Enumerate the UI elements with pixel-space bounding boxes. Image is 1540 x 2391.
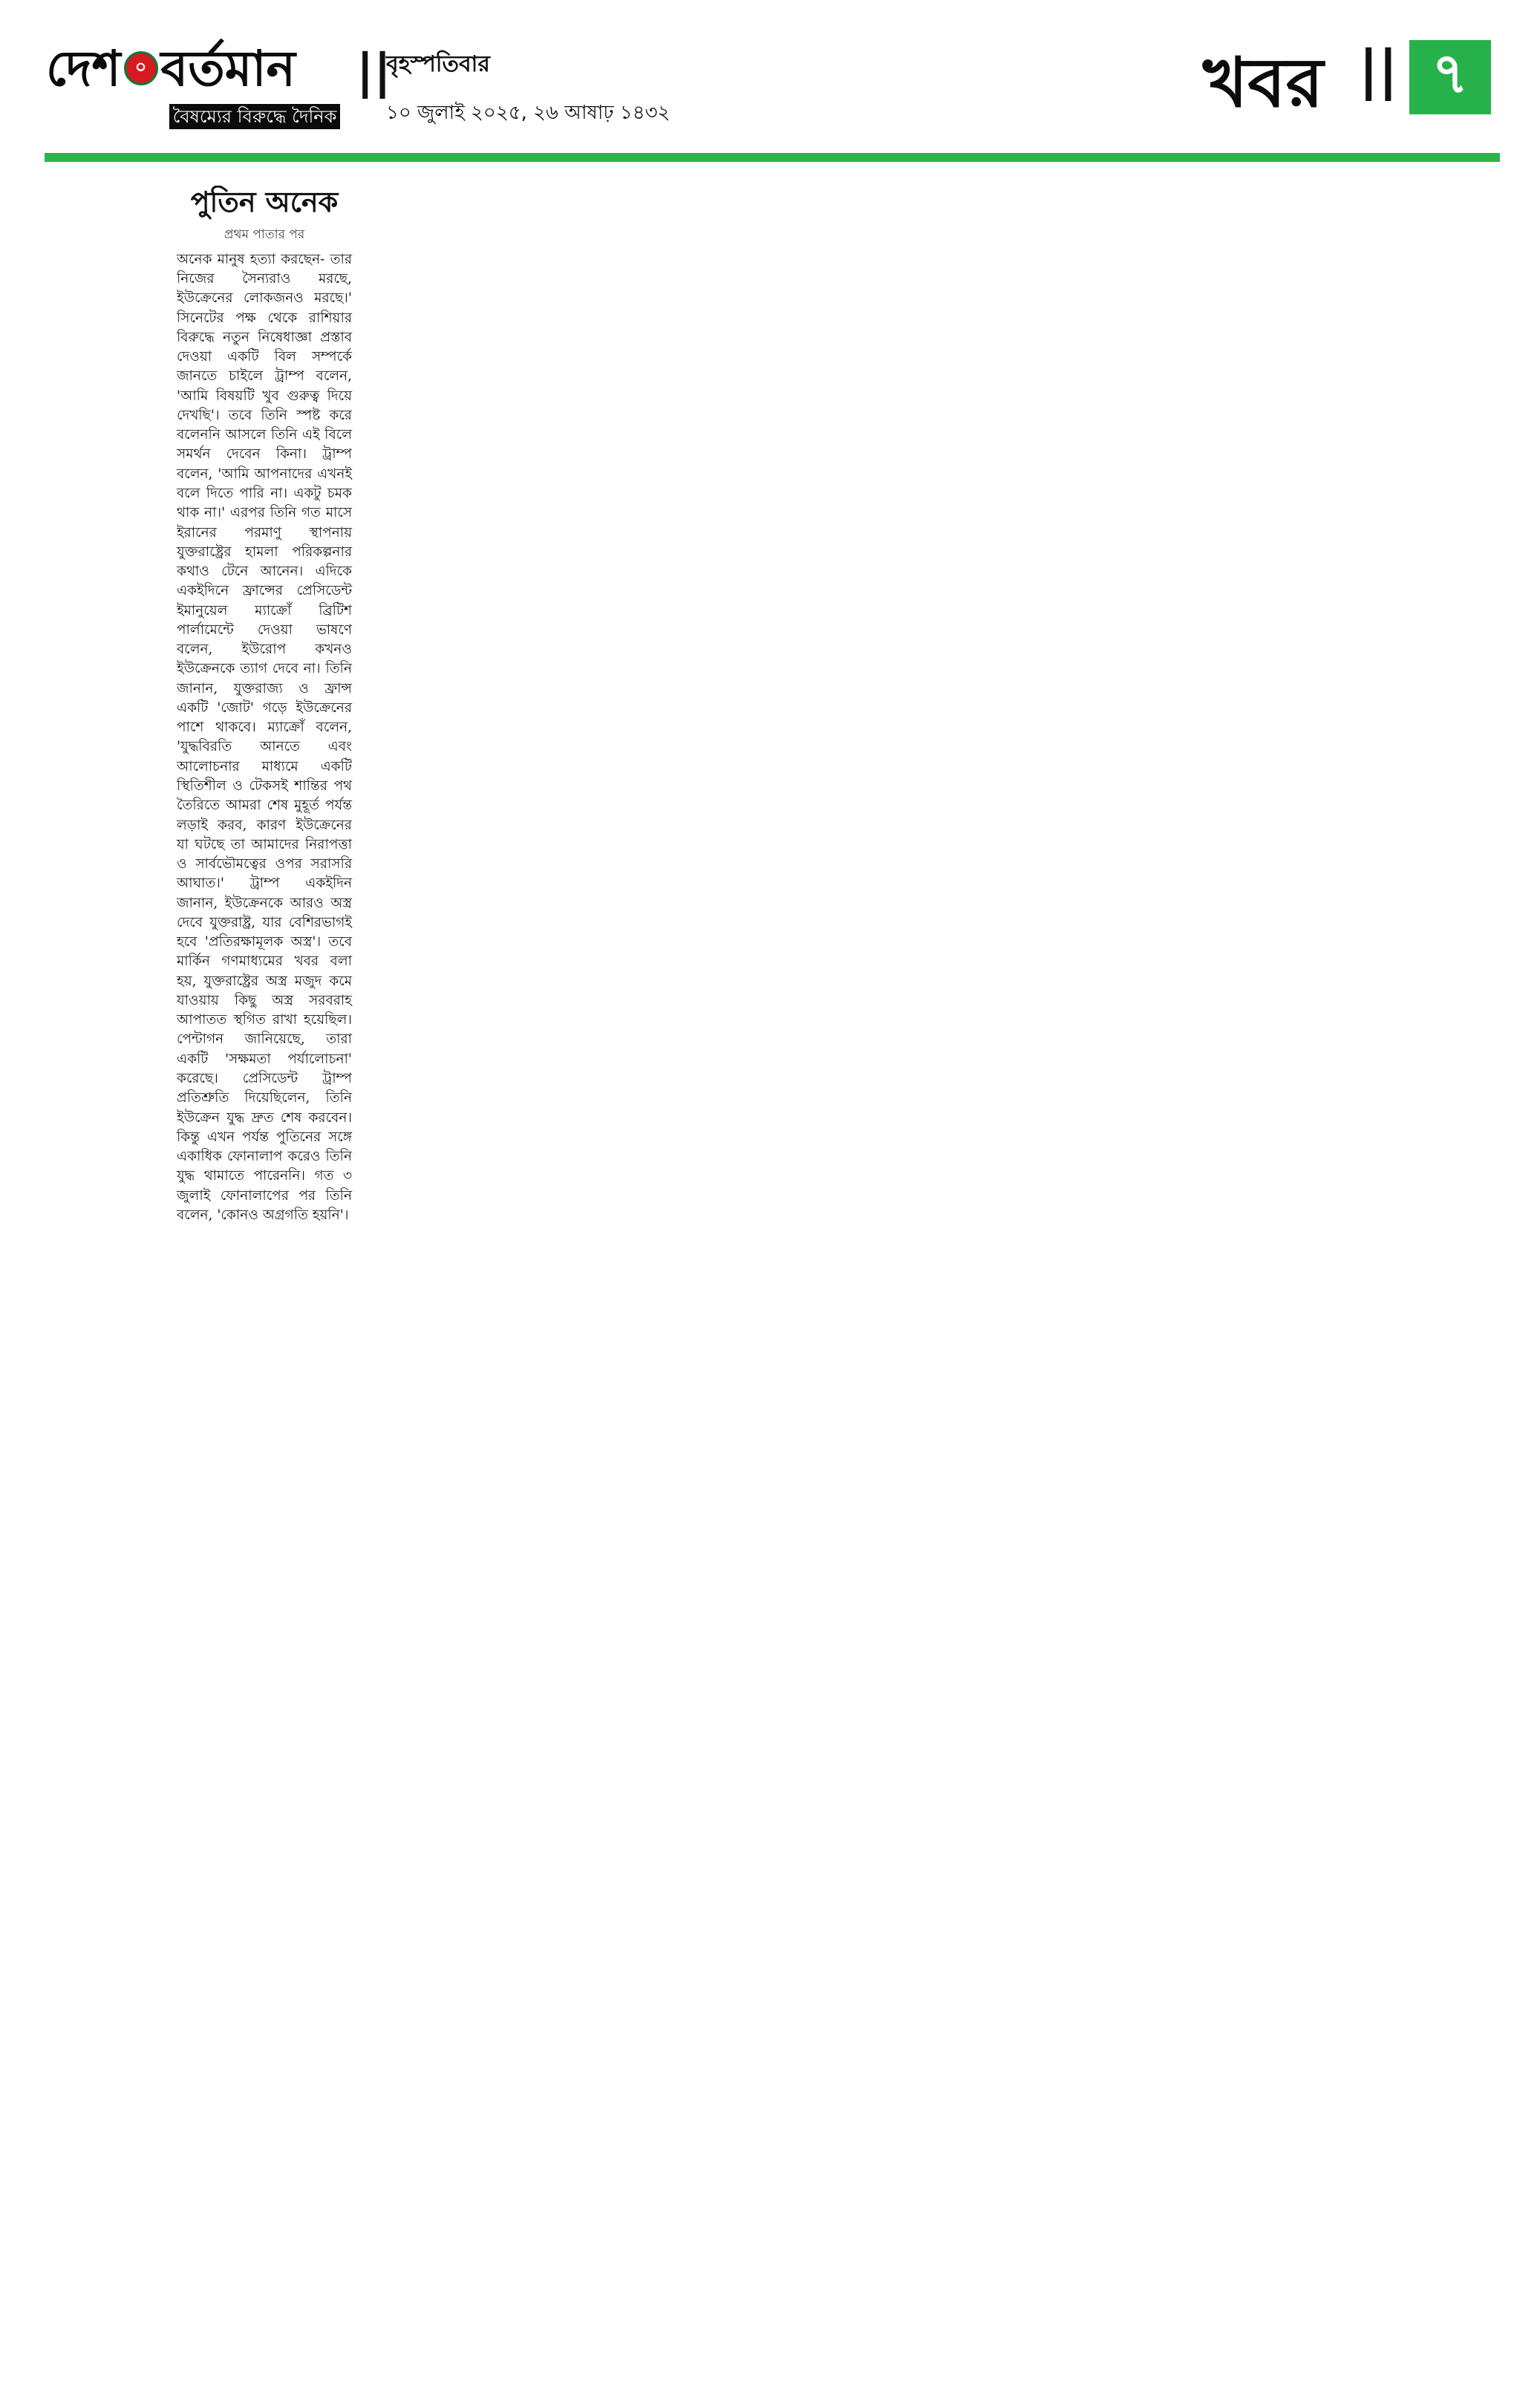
logo-seal-icon: ০: [124, 51, 158, 85]
section-title: খবর: [1203, 42, 1324, 123]
story-headline: পুতিন অনেক: [190, 186, 339, 218]
weekday: বৃহস্পতিবার: [386, 51, 490, 77]
logo-desh-text: দেশ: [46, 39, 121, 97]
logo-bortoman-text: বর্তমান: [160, 39, 296, 97]
date-block: [386, 46, 802, 130]
header-rule: [45, 153, 1500, 162]
newspaper-logo[interactable]: [46, 39, 343, 98]
section-separator: ||: [1359, 39, 1398, 101]
story-putin[interactable]: [177, 186, 352, 1225]
column-1: [168, 186, 361, 2376]
tagline: বৈষম্যের বিরুদ্ধে দৈনিক: [169, 104, 340, 129]
story-body: অনেক মানুষ হত্যা করছেন- তার নিজের সৈন্যরাও মরছে, ইউক্রেনের লোকজনও মরছে।' সিনেটের পক্ষ থেকে রাশিয়ার বিরুদ্ধে নতুন নিষেধাজ্ঞা প্রস্তাব দেওয়া একটি বিল সম্পর্কে জানতে চাইলে ট্রাম্প বলেন, 'আমি বিষয়টি খুব গুরুত্ব দিয়ে দেখছি'। তবে তিনি স্পষ্ট করে বলেননি আসলে তিনি এই বিলে সমর্থন দেবেন কিনা। ট্রাম্প বলেন, 'আমি আপনাদের এখনই বলে দিতে পারি না। একটু চমক থাক না।' এরপর তিনি গত মাসে ইরানের পরমাণু স্থাপনায় যুক্তরাষ্ট্রের হামলা পরিকল্পনার কথাও টেনে আনেন। এদিকে একইদিনে ফ্রান্সের প্রেসিডেন্ট ইমানুয়েল ম্যাক্রোঁ ব্রিটিশ পার্লামেন্টে দেওয়া ভাষণে বলেন, ইউরোপ কখনও ইউক্রেনকে ত্যাগ দেবে না। তিনি জানান, যুক্তরাজ্য ও ফ্রান্স একটি 'জোট' গড়ে ইউক্রেনের পাশে থাকবে। ম্যাক্রোঁ বলেন, 'যুদ্ধবিরতি আনতে এবং আলোচনার মাধ্যমে একটি স্থিতিশীল ও টেকসই শান্তির পথ তৈরিতে আমরা শেষ মুহূর্ত পর্যন্ত লড়াই করব, কারণ ইউক্রেনের যা ঘটছে তা আমাদের নিরাপত্তা ও সার্বভৌমত্বের ওপর সরাসরি আঘাত।' ট্রাম্প একইদিন জানান, ইউক্রেনকে আরও অস্ত্র দেবে যুক্তরাষ্ট্র, যার বেশিরভাগই হবে 'প্রতিরক্ষামূলক অস্ত্র'। তবে মার্কিন গণমাধ্যমের খবর বলা হয়, যুক্তরাষ্ট্রের অস্ত্র মজুদ কমে যাওয়ায় কিছু অস্ত্র সরবরাহ আপাতত স্থগিত রাখা হয়েছিল। পেন্টাগন জানিয়েছে, তারা একটি 'সক্ষমতা পর্যালোচনা' করেছে। প্রেসিডেন্ট ট্রাম্প প্রতিশ্রুতি দিয়েছিলেন, তিনি ইউক্রেন যুদ্ধ দ্রুত শেষ করবেন। কিন্তু এখন পর্যন্ত পুতিনের সঙ্গে একাধিক ফোনালাপ করেও তিনি যুদ্ধ থামাতে পারেননি। গত ৩ জুলাই ফোনালাপের পর তিনি বলেন, 'কোনও অগ্রগতি হয়নি'।: [177, 251, 352, 1223]
page-number-badge: ৭: [1409, 40, 1491, 114]
masthead: [0, 0, 1540, 168]
date-line: ১০ জুলাই ২০২৫, ২৬ আষাঢ় ১৪৩২: [386, 102, 671, 124]
story-jump: প্রথম পাতার পর: [224, 226, 305, 242]
masthead-separator: ||: [356, 45, 391, 100]
